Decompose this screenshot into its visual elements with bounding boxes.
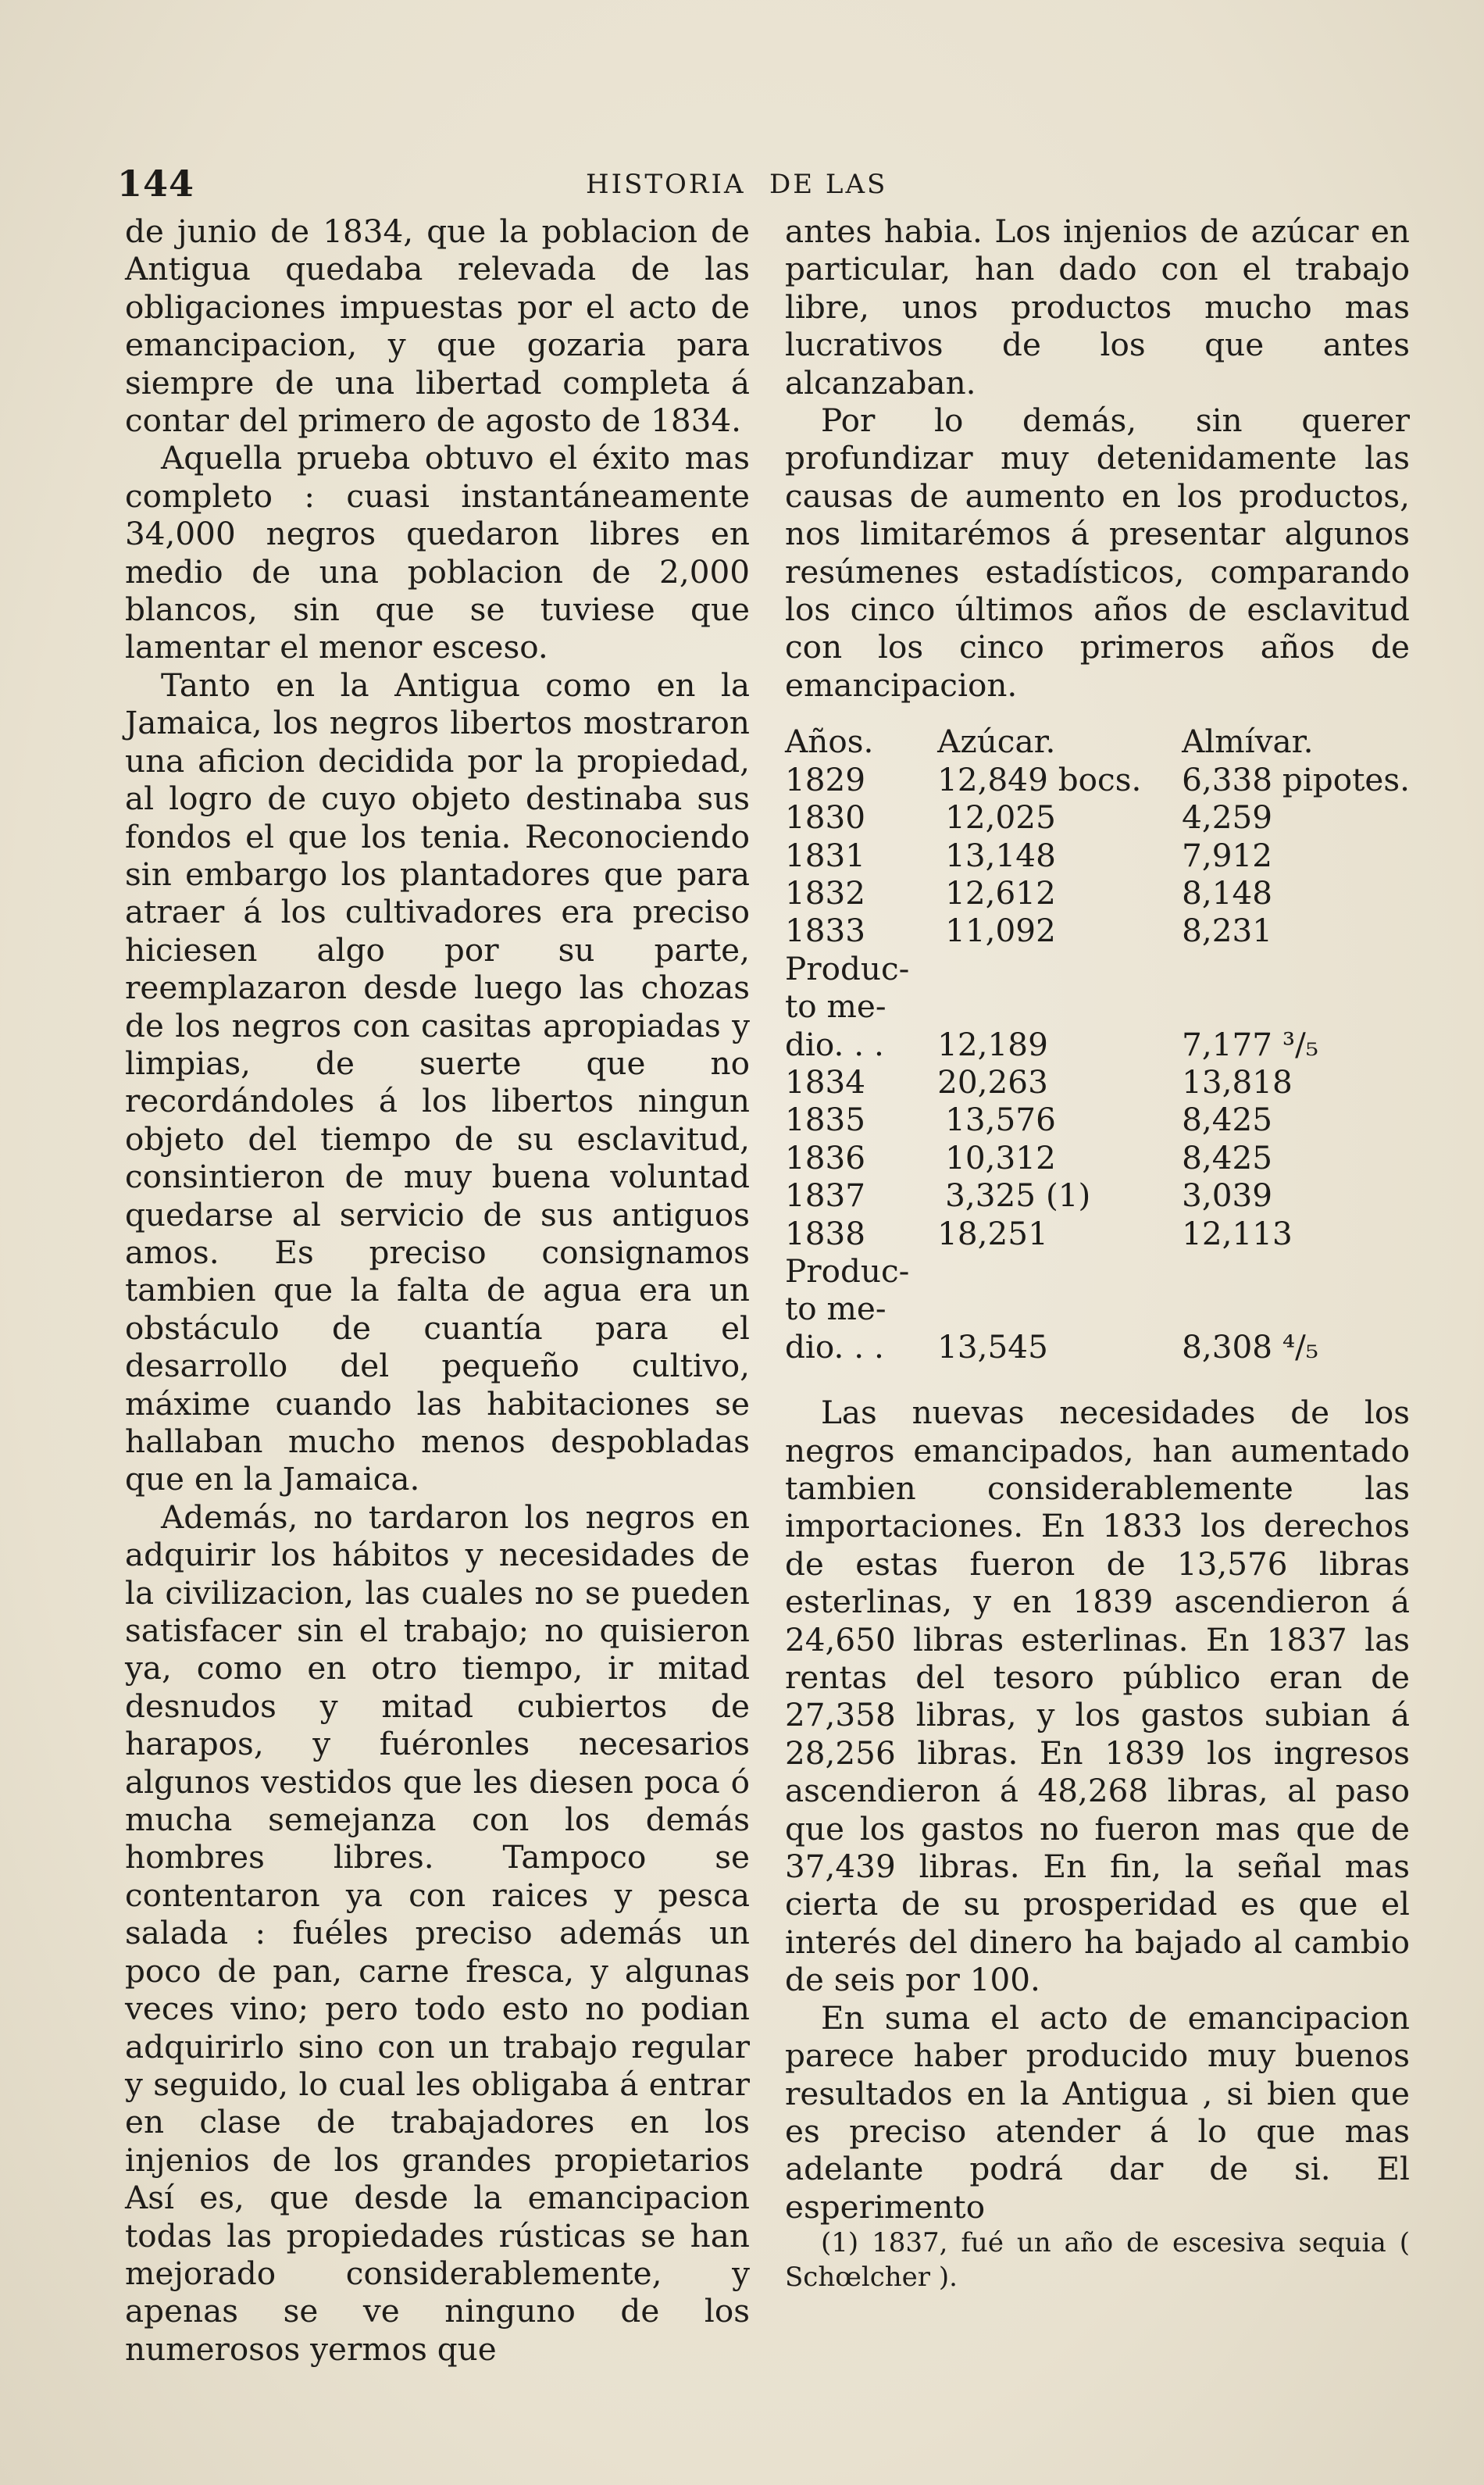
table-cell: 6,338 pipotes. [1182,760,1410,798]
table-cell [937,987,1182,1025]
table-cell: 8,425 [1182,1101,1273,1139]
table-cell: 8,425 [1182,1138,1273,1176]
table-cell: 13,545 [937,1327,1048,1366]
right-column [785,212,1410,2294]
table-cell: 1829 [785,760,866,798]
table-cell: Produc- [785,949,910,987]
table-cell: dio. . . [785,1025,884,1063]
column-header-years: Años. [785,723,874,761]
table-cell: 12,113 [1182,1214,1293,1252]
table-cell: 3,039 [1182,1176,1273,1215]
paragraph: antes habia. Los injenios de azúcar en particular, han dado con el trabajo libre, unos productos mucho mas lucrativos de los que antes alcanzaban. [785,212,1410,402]
table-cell [1182,987,1410,1025]
spacer [785,1366,1410,1394]
table-cell: 1832 [785,873,866,912]
table-cell: 1833 [785,912,866,950]
paragraph: de junio de 1834, que la poblacion de Antigua quedaba relevada de las obligaciones impuestas por el acto de emancipacion, y que gozaria para siempre de una libertad completa á contar del primero de agosto de 1834. [125,212,750,440]
column-header-syrup: Almívar. [1182,723,1314,761]
table-row [785,761,1410,798]
table-header-row [785,723,1410,760]
table-cell: 18,251 [937,1214,1048,1252]
footnote: (1) 1837, fué un año de escesiva sequia ( Schœlcher ). [785,2227,1410,2294]
table-cell: 1834 [785,1062,866,1101]
table-cell: 12,849 bocs. [937,760,1142,798]
table-cell: 8,308 ⁴/₅ [1182,1327,1319,1366]
table-row [785,987,1410,1025]
table-cell: 8,148 [1182,873,1273,912]
page-number: 144 [117,162,195,205]
table-cell: 20,263 [937,1062,1048,1101]
table-cell: to me- [785,987,886,1026]
table-cell [1182,1290,1410,1327]
table-row [785,912,1410,949]
table-cell: 1837 [785,1176,866,1215]
table-cell [937,1290,1182,1327]
table-cell: 1835 [785,1101,866,1139]
table-cell: dio. . . [785,1327,884,1366]
table-cell: 1838 [785,1214,866,1252]
paragraph: Por lo demás, sin querer profundizar muy detenidamente las causas de aumento en los productos, nos limitarémos á presentar algunos resúmenes estadísticos, comparando los cinco últimos años de esclavitud con los cinco primeros años de emancipacion. [785,402,1410,704]
table-row [785,1176,1410,1214]
table-cell [937,950,1182,987]
table-cell [937,1252,1182,1290]
paragraph: En suma el acto de emancipacion parece haber producido muy buenos resultados en la Antigua , si bien que es preciso atender á lo que mas adelante podrá dar de si. El esperimento [785,1998,1410,2226]
table-cell: 1831 [785,836,866,874]
left-column [125,212,750,2368]
paragraph: Aquella prueba obtuvo el éxito mas completo : cuasi instantáneamente 34,000 negros quedaron libres en medio de una poblacion de 2,000 blancos, sin que se tuviese que lamentar el menor esceso. [125,439,750,666]
table-cell: 7,912 [1182,836,1273,874]
table-cell: 12,189 [937,1025,1048,1063]
running-title-right: DE LAS [769,169,888,200]
table-cell: 12,025 [945,798,1056,837]
table-row [785,1215,1410,1252]
table-cell: 3,325 (1) [945,1176,1091,1215]
table-cell: 4,259 [1182,798,1273,837]
table-row [785,1290,1410,1327]
column-header-sugar: Azúcar. [937,723,1056,761]
paragraph: Tanto en la Antigua como en la Jamaica, los negros libertos mostraron una aficion decidida por la propiedad, al logro de cuyo objeto destinaba sus fondos el que los tenia. Reconociendo sin embargo los plantadores que para atraer á los cultivadores era preciso hiciesen algo por su parte, reemplazaron desde luego las chozas de los negros con casitas apropiadas y limpias, de suerte que no recordándoles á los libertos ningun objeto del tiempo de su esclavitud, consintieron de muy buena voluntad quedarse al servicio de sus antiguos amos. Es preciso consignamos tambien que la falta de agua era un obstáculo de cuantía para el desarrollo del pequeño cultivo, máxime cuando las habitaciones se hallaban mucho menos despobladas que en la Jamaica. [125,666,750,1498]
statistics-table [785,723,1410,1366]
table-cell: 13,576 [945,1101,1056,1139]
table-row [785,874,1410,912]
table-cell: 13,818 [1182,1062,1293,1101]
table-row [785,1139,1410,1176]
table-cell: 1836 [785,1138,866,1176]
table-row [785,950,1410,987]
table-row [785,1328,1410,1366]
table-row [785,1063,1410,1101]
table-cell: 10,312 [945,1138,1056,1176]
table-cell: 8,231 [1182,912,1273,950]
table-cell: Produc- [785,1251,910,1290]
table-row [785,798,1410,836]
table-cell [1182,1252,1410,1290]
table-row [785,837,1410,874]
table-cell: 1830 [785,798,866,837]
table-row [785,1026,1410,1063]
running-head [117,162,1398,206]
table-cell: 13,148 [945,836,1056,874]
paragraph: Además, no tardaron los negros en adquirir los hábitos y necesidades de la civilizacion, las cuales no se pueden satisfacer sin el trabajo; no quisieron ya, como en otro tiempo, ir mitad desnudos y mitad cubiertos de harapos, y fuéronles necesarios algunos vestidos que les diesen poca ó mucha semejanza con los demás hombres libres. Tampoco se contentaron ya con raices y pesca salada : fuéles preciso además un poco de pan, carne fresca, y algunas veces vino; pero todo esto no podian adquirirlo sino con un trabajo regular y seguido, lo cual les obligaba á entrar en clase de trabajadores en los injenios de los grandes propietarios Así es, que desde la emancipacion todas las propiedades rústicas se han mejorado considerablemente, y apenas se ve ninguno de los numerosos yermos que [125,1498,750,2368]
table-cell: to me- [785,1290,886,1328]
table-cell: 7,177 ³/₅ [1182,1025,1319,1063]
table-cell: 12,612 [945,873,1056,912]
table-row [785,1252,1410,1290]
table-cell [1182,950,1410,987]
paragraph: Las nuevas necesidades de los negros emancipados, han aumentado tambien considerablemente las importaciones. En 1833 los derechos de estas fueron de 13,576 libras esterlinas, y en 1839 ascendieron á 24,650 libras esterlinas. En 1837 las rentas del tesoro público eran de 27,358 libras, y los gastos subian á 28,256 libras. En 1839 los ingresos ascendieron á 48,268 libras, al paso que los gastos no fueron mas que de 37,439 libras. En fin, la señal mas cierta de su prosperidad es que el interés del dinero ha bajado al cambio de seis por 100. [785,1394,1410,1999]
table-row [785,1101,1410,1138]
table-cell: 11,092 [945,912,1056,950]
running-title-left: HISTORIA [586,169,746,200]
